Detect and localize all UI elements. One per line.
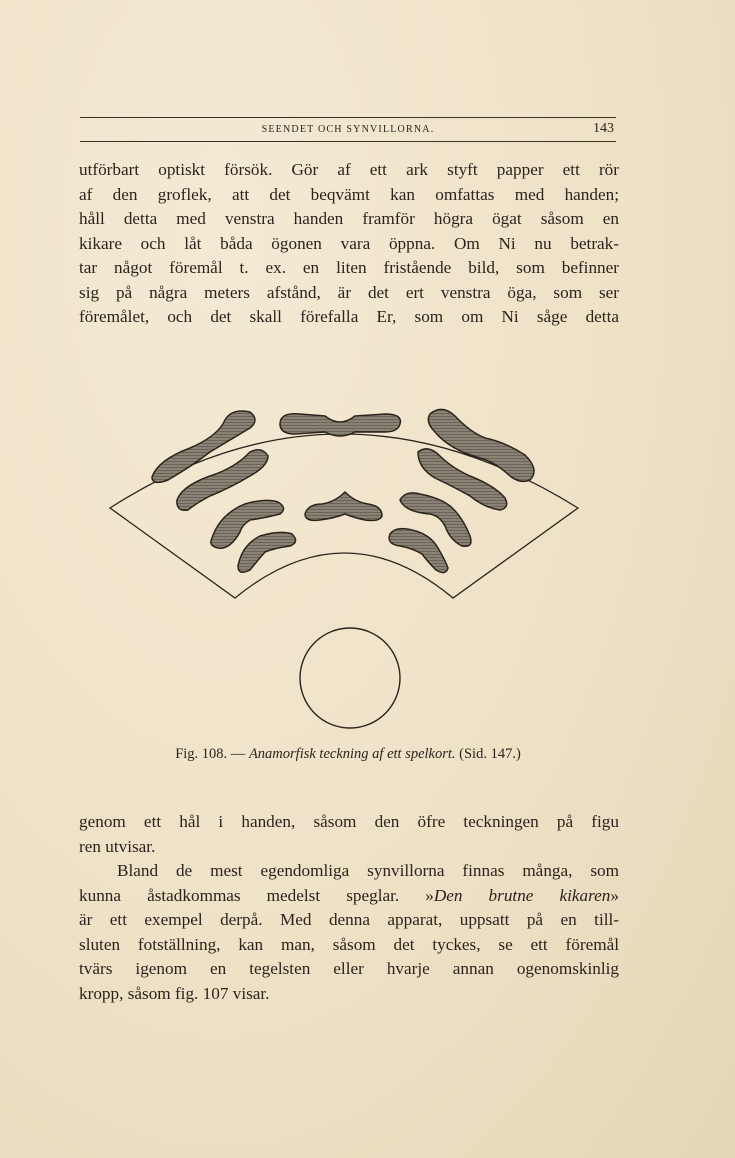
- text-line: tvärs igenom en tegelsten eller hvarje annan ogenomskinlig: [79, 959, 619, 978]
- caption-number: Fig. 108. —: [175, 746, 246, 762]
- card-pip-shape: [238, 532, 296, 572]
- italic-title: Den brutne kikaren: [433, 885, 611, 905]
- text-line: [79, 884, 619, 909]
- quote-mark: »: [610, 885, 619, 905]
- header-rule-top: [80, 117, 616, 118]
- card-pip-shape: [305, 492, 382, 521]
- text-line: sluten fotställning, kan man, såsom det tyckes, se ett föremål: [79, 934, 619, 954]
- text-line: håll detta med venstra handen framför högra ögat såsom en: [79, 209, 619, 228]
- quote-mark: »: [425, 885, 434, 905]
- text-line: genom ett hål i handen, såsom den öfre teckningen på figu: [79, 812, 619, 831]
- text-line: Bland de mest egendomliga synvillorna finnas många, som: [117, 861, 619, 880]
- text-segment: kunna åstadkommas medelst speglar.: [79, 885, 400, 905]
- viewing-circle: [300, 628, 400, 728]
- header-rule-bottom: [80, 141, 616, 142]
- running-head: [80, 121, 616, 139]
- anamorphic-drawing: [100, 380, 590, 740]
- paragraph-1: [79, 158, 619, 330]
- page-number: 143: [593, 121, 614, 136]
- figure-caption: [80, 746, 616, 763]
- text-line: kropp, såsom fig. 107 visar.: [79, 983, 270, 1003]
- text-line: föremålet, och det skall förefalla Er, som om Ni såge detta: [79, 307, 619, 326]
- text-line: sig på några meters afstånd, är det ert venstra öga, som ser: [79, 282, 619, 302]
- text-line: utförbart optiskt försök. Gör af ett ark styft papper ett rör: [79, 160, 619, 179]
- text-line: af den groflek, att det beqvämt kan omfattas med handen;: [79, 184, 619, 204]
- card-pip-shape: [280, 414, 400, 436]
- text-line: ren utvisar.: [79, 836, 156, 856]
- caption-reference: (Sid. 147.): [459, 746, 521, 762]
- text-line: kikare och låt båda ögonen vara öppna. Om Ni nu betrak-: [79, 233, 619, 253]
- paragraph-3: [79, 859, 619, 1006]
- text-line: är ett exempel derpå. Med denna apparat, uppsatt på en till-: [79, 910, 619, 929]
- card-pip-shape: [389, 529, 448, 573]
- running-title: SEENDET OCH SYNVILLORNA.: [261, 124, 435, 135]
- paragraph-2: [79, 810, 619, 859]
- text-line: tar något föremål t. ex. en liten fristående bild, som befinner: [79, 258, 619, 277]
- caption-title: Anamorfisk teckning af ett spelkort.: [248, 746, 456, 762]
